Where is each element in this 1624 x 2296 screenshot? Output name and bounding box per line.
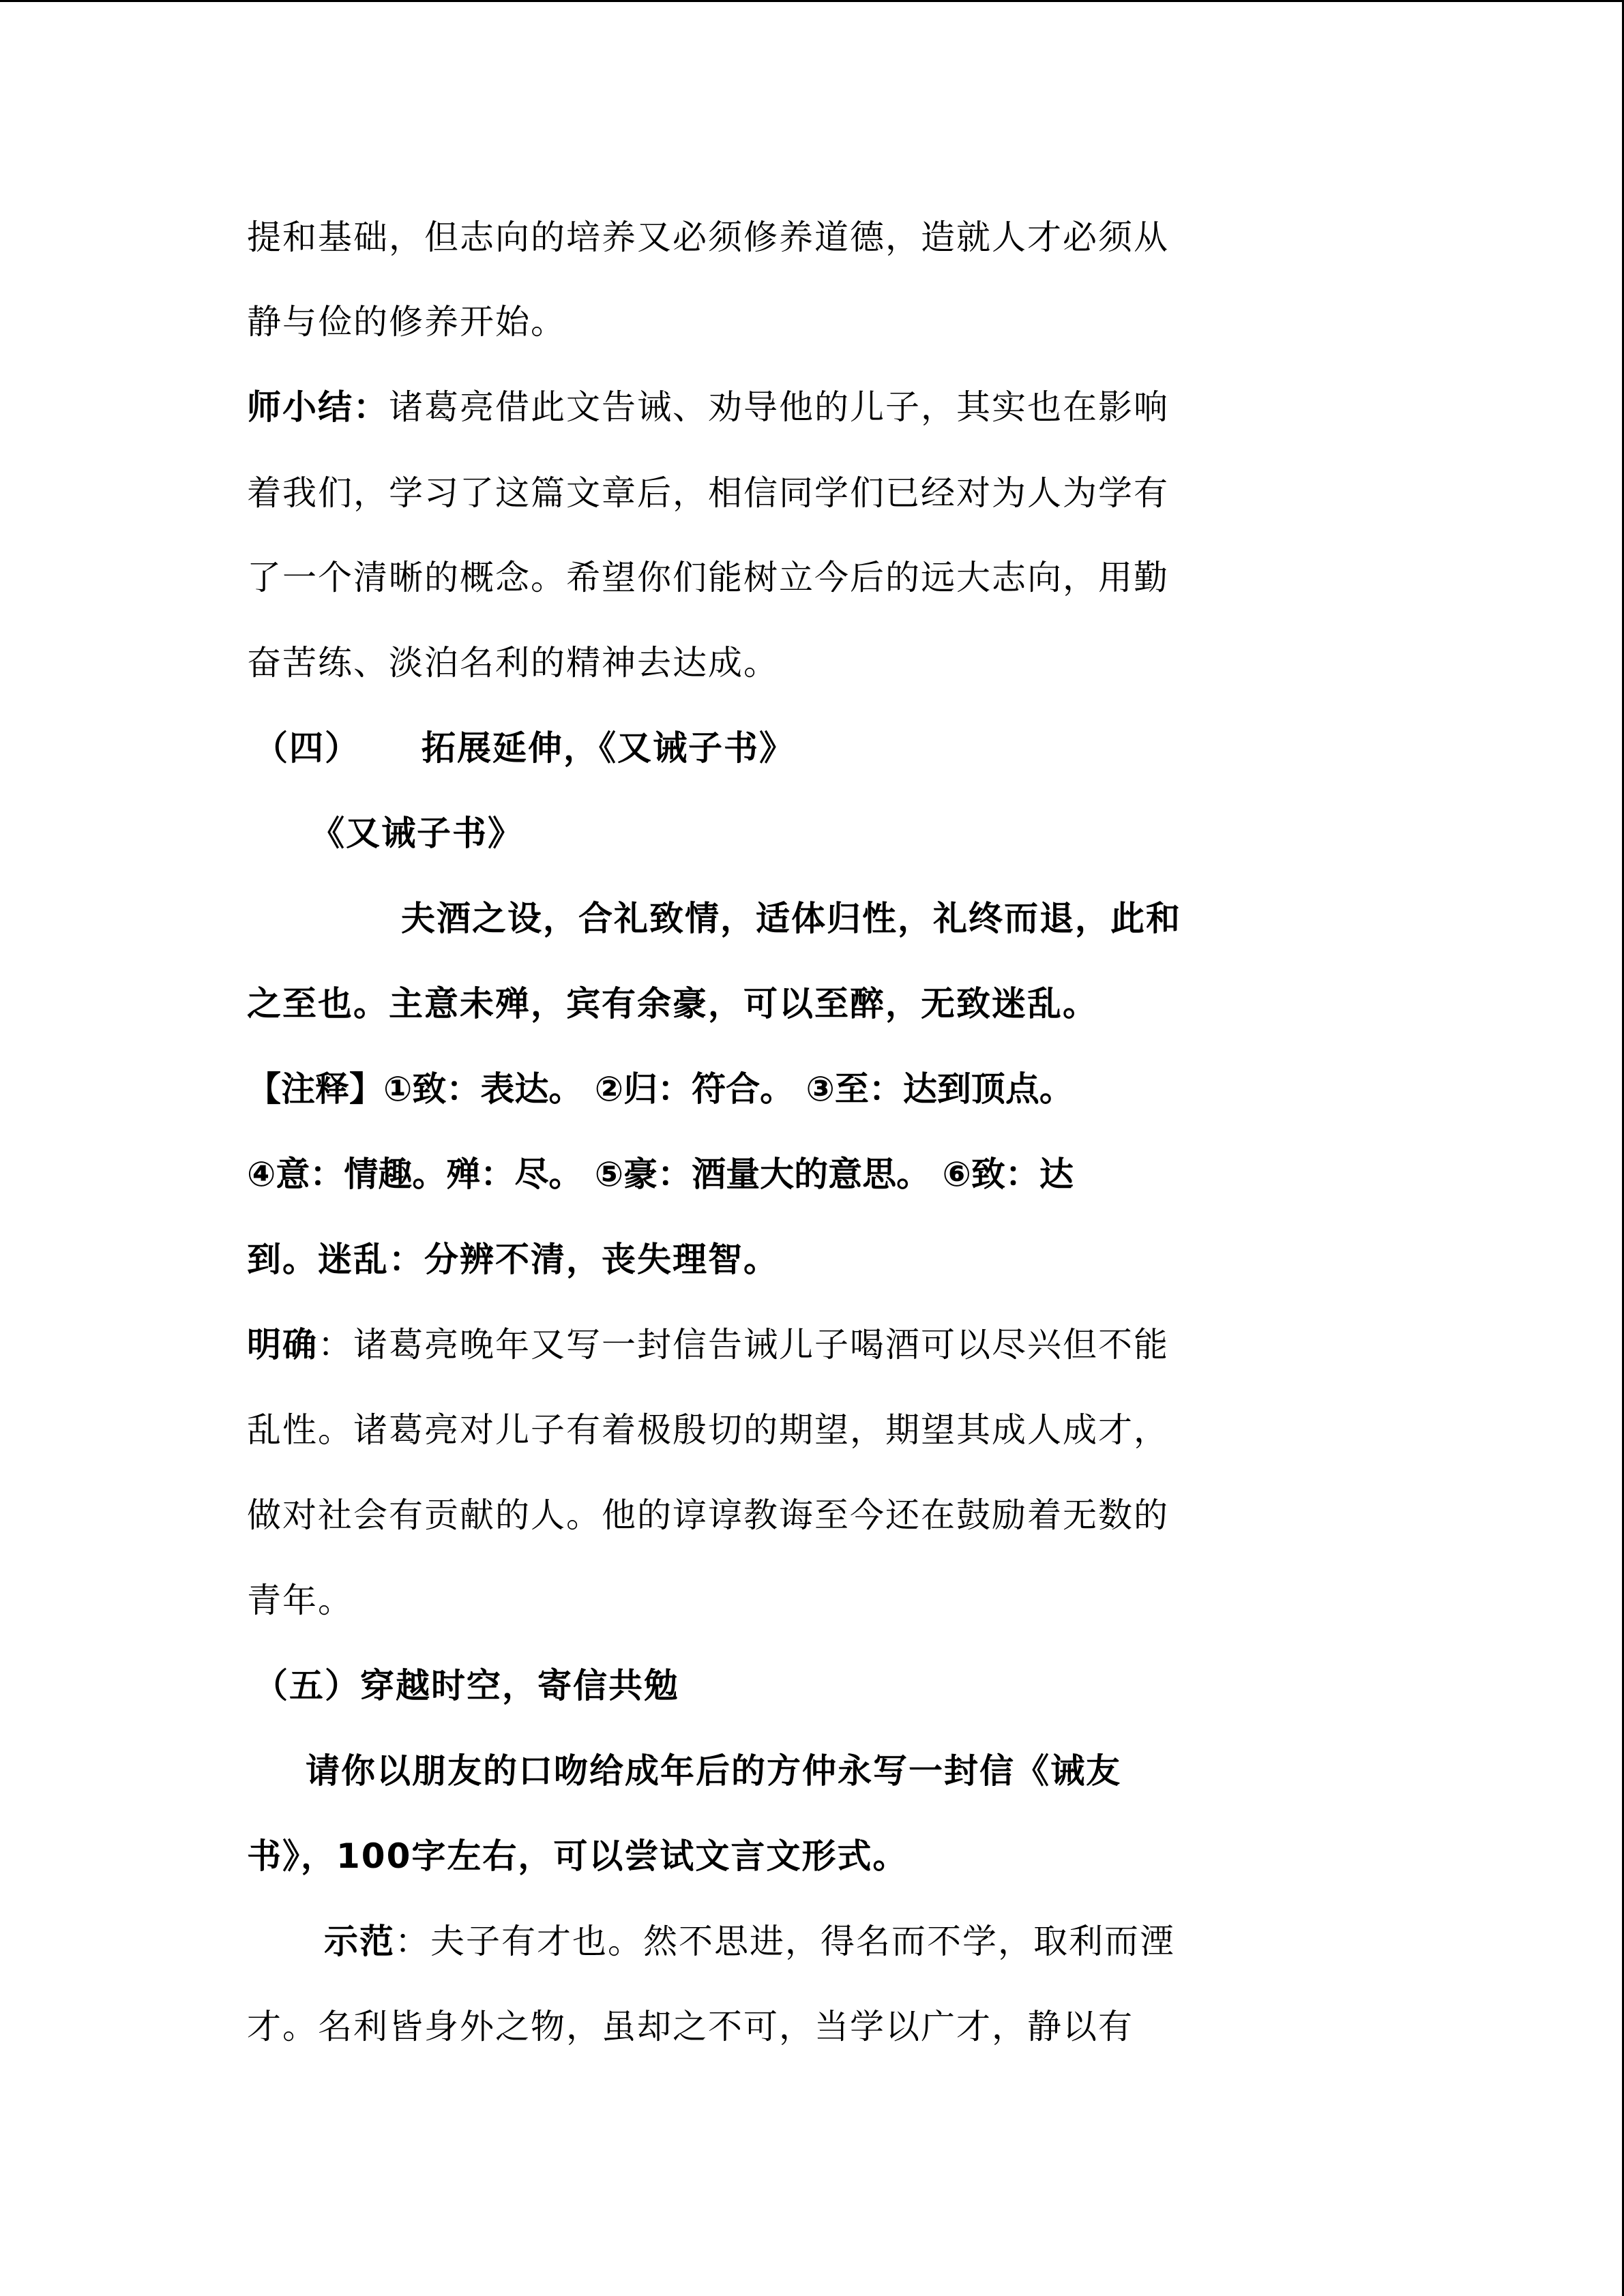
clarification-label: 明确	[247, 1325, 318, 1365]
example-label: 示范	[324, 1922, 395, 1961]
annotation-line-1: 【注释】①致：表达。 ②归：符合。 ③至：达到顶点。	[247, 1069, 1074, 1109]
section-five-heading: （五）穿越时空，寄信共勉	[254, 1666, 679, 1705]
example-text: ：夫子有才也。然不思进，得名而不学，取利而湮	[395, 1922, 1175, 1961]
classical-text-line-1: 夫酒之设，合礼致情，适体归性，礼终而退，此和	[401, 899, 1181, 938]
teacher-summary-label: 师小结：	[247, 387, 389, 427]
annotation-line-2: ④意：情趣。殚：尽。 ⑤豪：酒量大的意思。 ⑥致：达	[247, 1154, 1074, 1194]
section-four-number: （四）	[254, 728, 360, 768]
annotation-line-3: 到。迷乱：分辨不清，丧失理智。	[247, 1240, 779, 1279]
text-line-1: 提和基础，但志向的培养又必须修养道德，造就人才必须从	[247, 218, 1169, 257]
text-line-22: 才。名利皆身外之物，虽却之不可，当学以广才，静以有	[247, 2007, 1134, 2046]
section-four-heading	[254, 721, 1318, 775]
teacher-summary-line	[247, 380, 1311, 434]
text-line-2: 静与俭的修养开始。	[247, 302, 566, 342]
clarification-line	[247, 1317, 1311, 1372]
text-line-5: 了一个清晰的概念。希望你们能树立今后的远大志向，用勤	[247, 558, 1169, 597]
text-line-17: 青年。	[247, 1581, 353, 1620]
poem-title: 《又诫子书》	[310, 814, 523, 853]
example-line	[324, 1914, 1388, 1969]
clarification-text: ：诸葛亮晚年又写一封信告诫儿子喝酒可以尽兴但不能	[318, 1325, 1169, 1365]
section-four-title: 拓展延伸，《又诫子书》	[422, 728, 795, 768]
text-line-6: 奋苦练、淡泊名利的精神去达成。	[247, 643, 779, 683]
teacher-summary-text: 诸葛亮借此文告诫、劝导他的儿子，其实也在影响	[389, 387, 1169, 427]
page-border-top	[0, 0, 1624, 2]
text-line-16: 做对社会有贡献的人。他的谆谆教诲至今还在鼓励着无数的	[247, 1495, 1169, 1535]
text-line-15: 乱性。诸葛亮对儿子有着极殷切的期望，期望其成人成才，	[247, 1410, 1169, 1450]
assignment-line-2: 书》，100字左右，可以尝试文言文形式。	[247, 1836, 909, 1876]
assignment-line-1: 请你以朋友的口吻给成年后的方仲永写一封信《诫友	[306, 1751, 1121, 1791]
classical-text-line-2: 之至也。主意未殚，宾有余豪，可以至醉，无致迷乱。	[247, 984, 1098, 1024]
text-line-4: 着我们，学习了这篇文章后，相信同学们已经对为人为学有	[247, 473, 1169, 513]
